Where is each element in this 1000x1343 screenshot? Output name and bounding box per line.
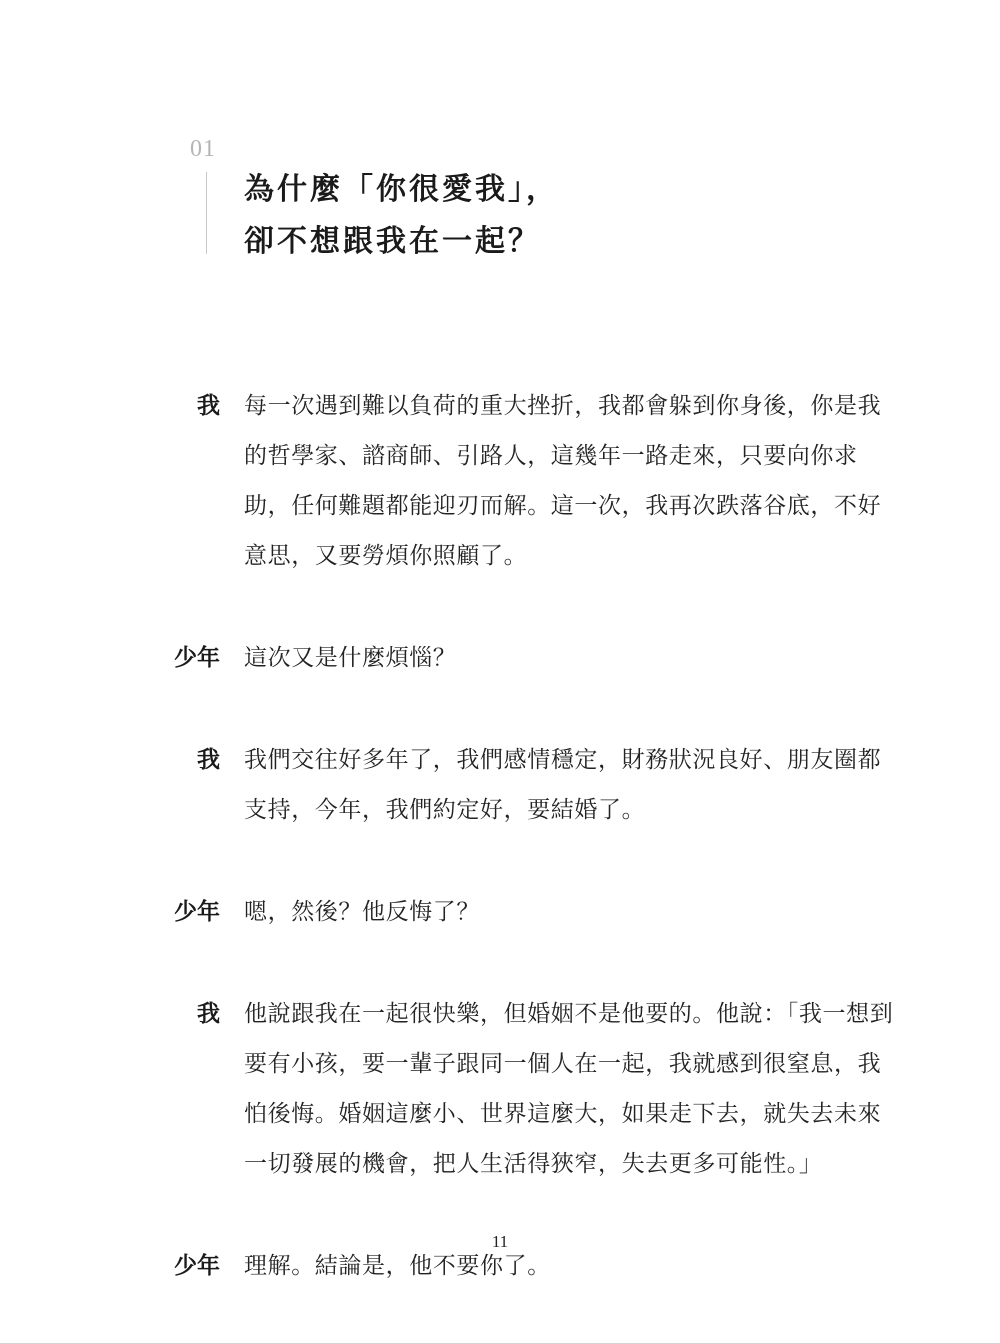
dialogue-text (244, 735, 924, 835)
text-line: 他說跟我在一起很快樂，但婚姻不是他要的。他說：「我一想到 (244, 1001, 894, 1027)
chapter-title-rule (206, 172, 207, 254)
dialogue-turn (0, 989, 1000, 1189)
text-line: 嗯，然後？他反悔了？ (244, 899, 480, 925)
text-line: 意思，又要勞煩你照顧了。 (244, 543, 528, 569)
text-line: 每一次遇到難以負荷的重大挫折，我都會躲到你身後，你是我 (244, 393, 882, 419)
page-number: 11 (491, 1232, 509, 1251)
dialogue-text (244, 989, 924, 1189)
dialogue (0, 381, 1000, 1343)
speaker-label: 少年 (174, 645, 220, 671)
speaker-label: 我 (197, 1001, 220, 1027)
text-line: 怕後悔。婚姻這麼小、世界這麼大，如果走下去，就失去未來 (244, 1101, 882, 1127)
text-line: 理解。結論是，他不要你了。 (244, 1253, 551, 1279)
dialogue-turn (0, 633, 1000, 683)
speaker-label: 少年 (174, 899, 220, 925)
text-line: 助，任何難題都能迎刃而解。這一次，我再次跌落谷底，不好 (244, 493, 882, 519)
chapter-title-line: 卻不想跟我在一起？ (244, 224, 541, 259)
chapter-title (244, 164, 764, 268)
text-line: 的哲學家、諮商師、引路人，這幾年一路走來，只要向你求 (244, 443, 858, 469)
speaker-label: 少年 (174, 1253, 220, 1279)
dialogue-turn (0, 887, 1000, 937)
text-line: 要有小孩，要一輩子跟同一個人在一起，我就感到很窒息，我 (244, 1051, 882, 1077)
chapter-title-line: 為什麼「你很愛我」， (244, 172, 559, 207)
dialogue-text (244, 633, 924, 683)
speaker-label: 我 (197, 747, 220, 773)
dialogue-text (244, 887, 924, 937)
text-line: 一切發展的機會，把人生活得狹窄，失去更多可能性。」 (244, 1151, 823, 1177)
text-line: 支持，今年，我們約定好，要結婚了。 (244, 797, 646, 823)
dialogue-turn (0, 735, 1000, 835)
dialogue-text (244, 381, 924, 581)
dialogue-turn (0, 381, 1000, 581)
speaker-label: 我 (197, 393, 220, 419)
text-line: 這次又是什麼煩惱？ (244, 645, 457, 671)
text-line: 我們交往好多年了，我們感情穩定，財務狀況良好、朋友圈都 (244, 747, 882, 773)
chapter-number: 01 (190, 136, 216, 162)
